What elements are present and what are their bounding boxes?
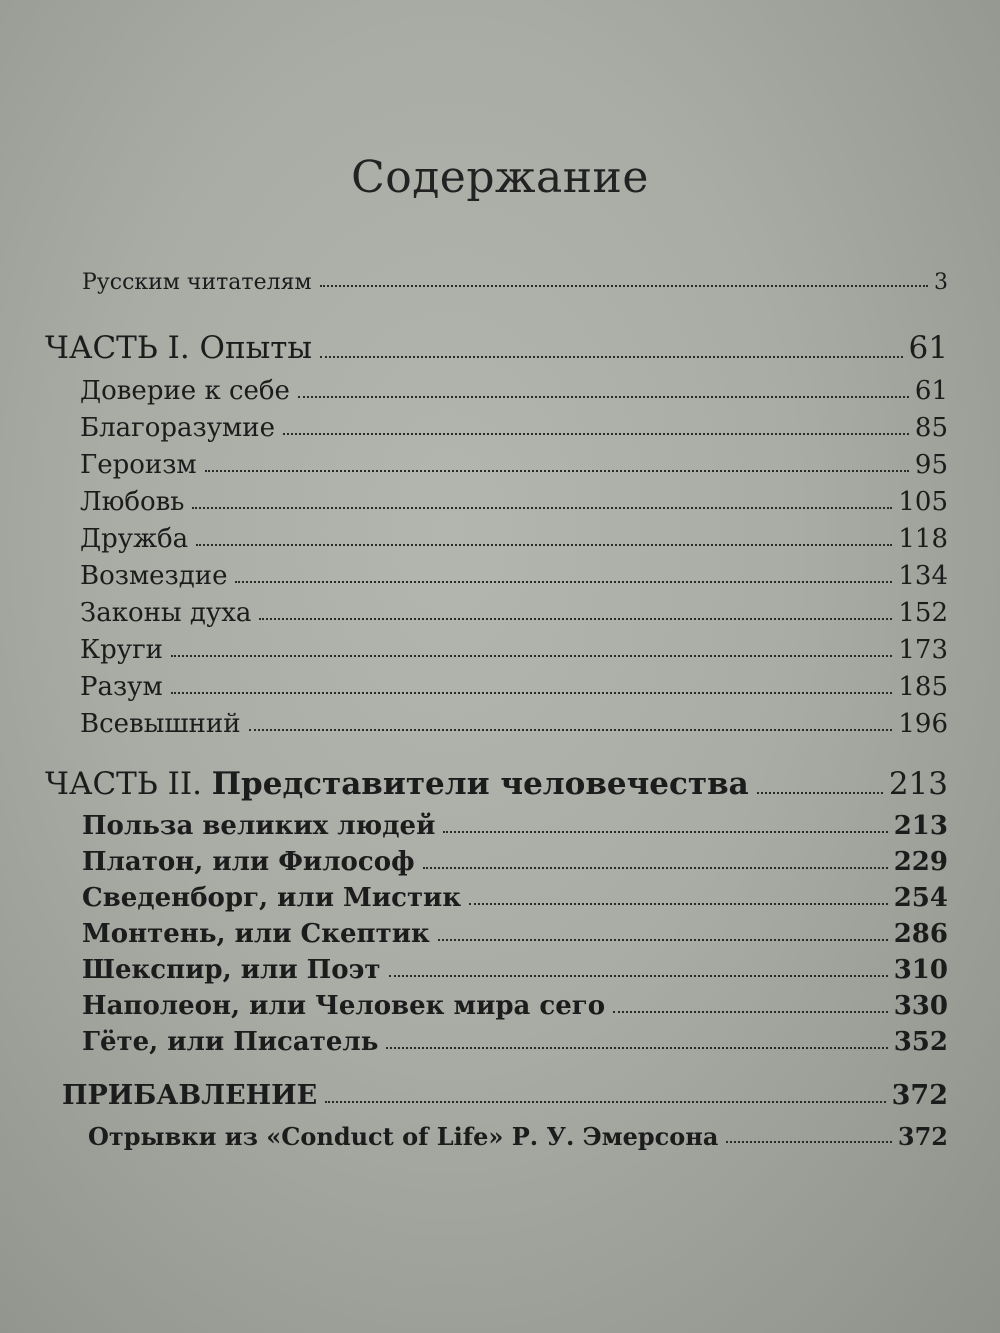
dot-leader (386, 1047, 887, 1049)
toc-entry-page: 134 (898, 561, 948, 591)
toc-entry-page: 118 (898, 524, 948, 554)
toc-part-page: 213 (888, 766, 948, 802)
toc-entry-label: Платон, или Философ (82, 847, 415, 877)
toc-entry[interactable] (82, 847, 948, 877)
toc-appendix[interactable] (62, 1080, 948, 1111)
dot-leader (325, 1101, 885, 1103)
toc-entry-label: Сведенборг, или Мистик (82, 883, 462, 913)
toc-entry[interactable] (80, 635, 948, 665)
toc-entry-label: Героизм (80, 450, 197, 480)
toc-entry[interactable] (82, 991, 948, 1021)
toc-entry[interactable] (82, 811, 948, 841)
toc-entry-page: 3 (934, 270, 948, 295)
page-title: Содержание (351, 152, 649, 203)
toc-part-title: Представители человечества (211, 766, 749, 802)
toc-entry-label: Монтень, или Скептик (82, 919, 430, 949)
dot-leader (757, 792, 883, 794)
toc-part-2[interactable] (45, 766, 948, 802)
toc-entry-page: 185 (898, 672, 948, 702)
toc-entry[interactable] (82, 1027, 948, 1057)
dot-leader (389, 975, 888, 977)
toc-entry[interactable] (82, 955, 948, 985)
toc-entry-page: 196 (898, 709, 948, 739)
toc-entry-label: Отрывки из «Conduct of Life» Р. У. Эмерсона (88, 1122, 719, 1151)
toc-entry-page: 310 (893, 955, 948, 985)
dot-leader (438, 939, 888, 941)
toc-entry[interactable] (80, 450, 948, 480)
toc-entry[interactable] (88, 1122, 948, 1151)
toc-entry[interactable] (82, 883, 948, 913)
toc-entry-page: 286 (893, 919, 948, 949)
dot-leader (469, 903, 888, 905)
toc-entry-page: 352 (893, 1027, 948, 1057)
toc-entry-page: 213 (893, 811, 948, 841)
toc-part-label: ЧАСТЬ I. Опыты (45, 330, 313, 366)
toc-part-prefix: ЧАСТЬ II. (45, 766, 212, 802)
toc-entry-page: 105 (898, 487, 948, 517)
dot-leader (613, 1011, 888, 1013)
toc-entry[interactable] (80, 487, 948, 517)
toc-entry[interactable] (82, 919, 948, 949)
toc-entry-label: Всевышний (80, 709, 241, 739)
toc-entry[interactable] (80, 561, 948, 591)
toc-entry[interactable] (80, 598, 948, 628)
dot-leader (320, 285, 928, 287)
toc-appendix-label: ПРИБАВЛЕНИЕ (62, 1080, 318, 1111)
dot-leader (443, 831, 887, 833)
dot-leader (196, 544, 892, 546)
toc-entry-page: 173 (898, 635, 948, 665)
toc-entry-page: 152 (898, 598, 948, 628)
dot-leader (320, 356, 902, 358)
toc-appendix-page: 372 (891, 1080, 948, 1111)
dot-leader (298, 396, 909, 398)
toc-entry[interactable] (80, 376, 948, 406)
toc-entry-label: Польза великих людей (82, 811, 436, 841)
toc-entry-label: Дружба (80, 524, 189, 554)
toc-entry-page: 95 (914, 450, 948, 480)
toc-entry-page: 254 (893, 883, 948, 913)
toc-part-page: 61 (908, 330, 948, 366)
toc-entry-page: 61 (914, 376, 948, 406)
dot-leader (423, 867, 888, 869)
toc-entry-label: Законы духа (80, 598, 252, 628)
dot-leader (235, 581, 892, 583)
toc-entry-label: Шекспир, или Поэт (82, 955, 381, 985)
toc-part-label (45, 766, 749, 802)
toc-entry-page: 330 (893, 991, 948, 1021)
toc-entry-label: Гёте, или Писатель (82, 1027, 379, 1057)
toc-entry-label: Русским читателям (82, 270, 312, 295)
toc-entry-intro[interactable] (82, 270, 948, 295)
dot-leader (171, 655, 892, 657)
dot-leader (259, 618, 892, 620)
toc-entry-label: Возмездие (80, 561, 228, 591)
toc-entry-page: 229 (893, 847, 948, 877)
toc-entry-label: Доверие к себе (80, 376, 290, 406)
toc-entry[interactable] (80, 672, 948, 702)
toc-entry-label: Любовь (80, 487, 185, 517)
dot-leader (205, 470, 909, 472)
toc-entry-label: Наполеон, или Человек мира сего (82, 991, 606, 1021)
toc-entry-page: 372 (897, 1122, 948, 1151)
dot-leader (726, 1141, 891, 1143)
toc-entry[interactable] (80, 709, 948, 739)
toc-entry[interactable] (80, 524, 948, 554)
dot-leader (171, 692, 893, 694)
dot-leader (283, 433, 909, 435)
toc-entry-page: 85 (914, 413, 948, 443)
toc-entry-label: Разум (80, 672, 163, 702)
dot-leader (192, 507, 892, 509)
toc-part-1[interactable] (45, 330, 948, 366)
toc-entry-label: Благоразумие (80, 413, 275, 443)
toc-entry[interactable] (80, 413, 948, 443)
toc-entry-label: Круги (80, 635, 164, 665)
dot-leader (249, 729, 893, 731)
